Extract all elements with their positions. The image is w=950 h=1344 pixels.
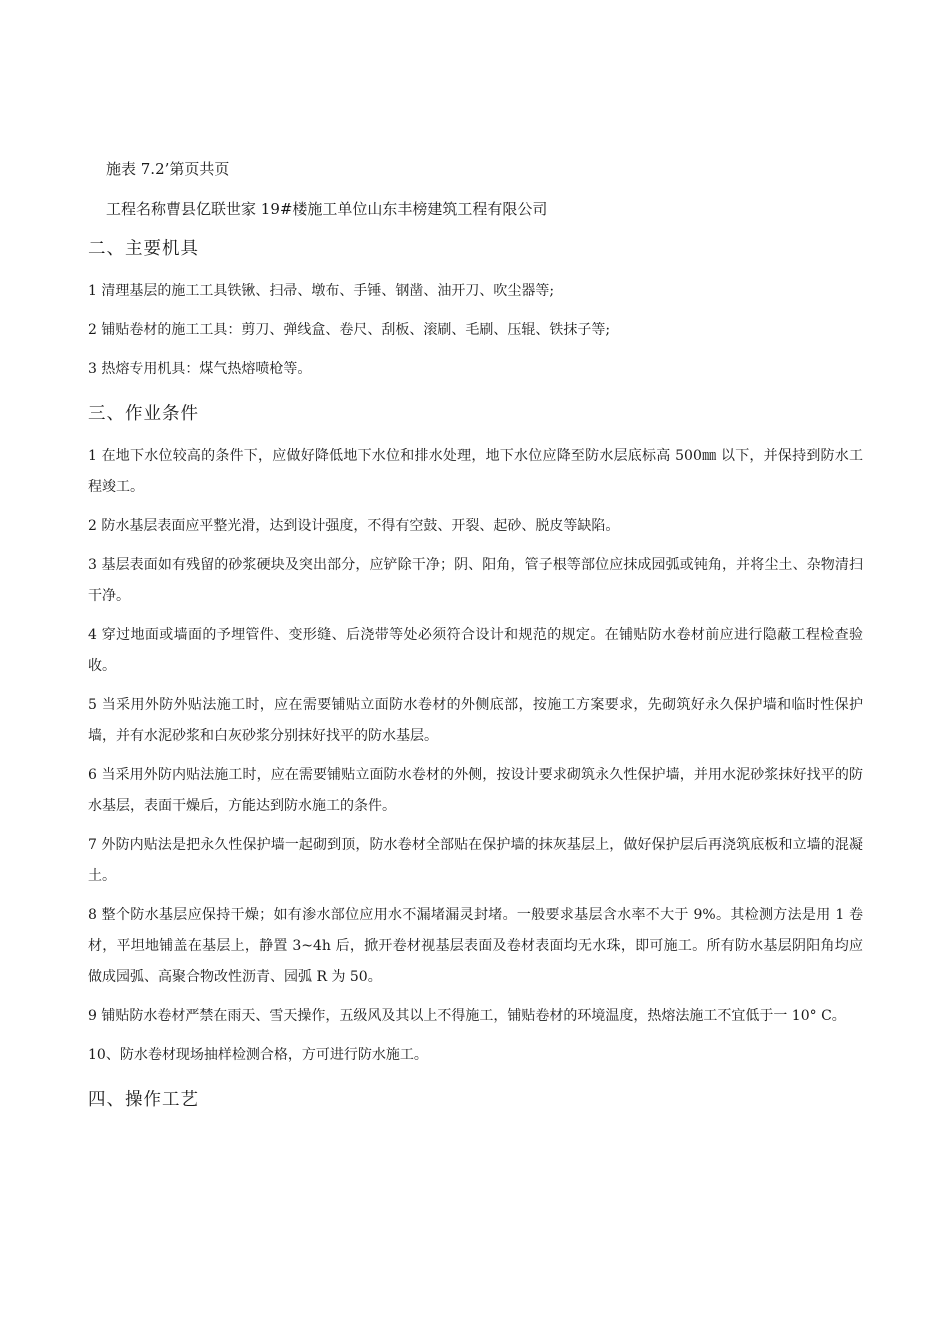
section-title-operation-process: 四、操作工艺 bbox=[88, 1090, 199, 1110]
list-item: 4 穿过地面或墙面的予埋管件、变形缝、后浇带等处必须符合设计和规范的规定。在铺贴防水卷材前应进行隐蔽工程检查验收。 bbox=[88, 627, 863, 674]
list-item: 3 热熔专用机具：煤气热熔喷枪等。 bbox=[88, 361, 312, 377]
list-item: 1 在地下水位较高的条件下，应做好降低地下水位和排水处理，地下水位应降至防水层底标高 500㎜ 以下，并保持到防水工程竣工。 bbox=[88, 448, 863, 495]
main-tools-list bbox=[88, 276, 863, 385]
list-item: 3 基层表面如有残留的砂浆硬块及突出部分，应铲除干净；阴、阳角，管子根等部位应抹成园弧或钝角，并将尘土、杂物清扫干净。 bbox=[88, 557, 863, 604]
form-number-line: 施表 7.2’第页共页 bbox=[106, 160, 230, 178]
list-item: 10、防水卷材现场抽样检测合格，方可进行防水施工。 bbox=[88, 1047, 428, 1063]
section-title-main-tools: 二、主要机具 bbox=[88, 239, 199, 259]
list-item: 8 整个防水基层应保持干燥；如有渗水部位应用水不漏堵漏灵封堵。一般要求基层含水率不大于 9%。其检测方法是用 1 卷材，平坦地铺盖在基层上，静置 3~4h 后，掀开卷材视基层表面及卷材表面均无水珠，即可施工。所有防水基层阴阳角均应做成园弧、高聚合物改性沥青、园弧 R 为 50。 bbox=[88, 907, 863, 985]
list-item: 9 铺贴防水卷材严禁在雨天、雪天操作，五级风及其以上不得施工，铺贴卷材的环境温度，热熔法施工不宜低于一 10° C。 bbox=[88, 1008, 846, 1024]
work-conditions-list bbox=[88, 441, 863, 1071]
document-body bbox=[88, 236, 863, 1113]
list-item: 5 当采用外防外贴法施工时，应在需要铺贴立面防水卷材的外侧底部，按施工方案要求，先砌筑好永久保护墙和临时性保护墙，并有水泥砂浆和白灰砂浆分别抹好找平的防水基层。 bbox=[88, 697, 863, 744]
project-info-line: 工程名称曹县亿联世家 19#楼施工单位山东丰榜建筑工程有限公司 bbox=[106, 200, 548, 218]
list-item: 7 外防内贴法是把永久性保护墙一起砌到顶，防水卷材全部贴在保护墙的抹灰基层上，做好保护层后再浇筑底板和立墙的混凝土。 bbox=[88, 837, 863, 884]
list-item: 6 当采用外防内贴法施工时，应在需要铺贴立面防水卷材的外侧，按设计要求砌筑永久性保护墙，并用水泥砂浆抹好找平的防水基层，表面干燥后，方能达到防水施工的条件。 bbox=[88, 767, 863, 814]
list-item: 2 防水基层表面应平整光滑，达到设计强度，不得有空鼓、开裂、起砂、脱皮等缺陷。 bbox=[88, 518, 620, 534]
section-title-work-conditions: 三、作业条件 bbox=[88, 404, 199, 424]
list-item: 2 铺贴卷材的施工工具：剪刀、弹线盒、卷尺、刮板、滚刷、毛刷、压辊、铁抹子等; bbox=[88, 322, 611, 338]
list-item: 1 清理基层的施工工具铁锹、扫帚、墩布、手锤、钢凿、油开刀、吹尘器等; bbox=[88, 283, 555, 299]
